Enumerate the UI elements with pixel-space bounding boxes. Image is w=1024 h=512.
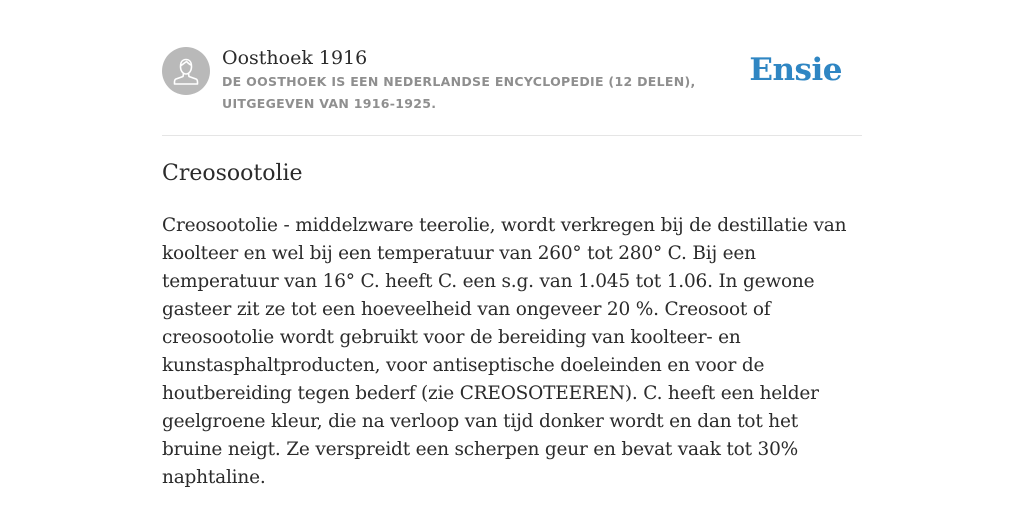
article-title: Creosootolie: [162, 161, 303, 186]
user-silhouette-icon: [162, 47, 210, 95]
article-body: Creosootolie - middelzware teerolie, wordt verkregen bij de destillatie van koolteer en wel bij een temperatuur van 260° tot 280° C. Bij een temperatuur van 16° C. heeft C. een s.g. van 1.045 tot 1.06. In gewone gasteer zit ze tot een hoeveelheid van ongeveer 20 %. Creosoot of creosootolie wordt gebruikt voor de bereiding van koolteer- en kunstasphaltproducten, voor antiseptische doeleinden en voor de houtbereiding tegen bederf (zie CREOSOTEEREN). C. heeft een helder geelgroene kleur, die na verloop van tijd donker wordt en dan tot het bruine neigt. Ze verspreidt een scherpen geur en bevat vaak tot 30% naphtaline.: [162, 215, 847, 488]
source-header: [162, 46, 862, 116]
avatar[interactable]: [162, 47, 210, 95]
source-name[interactable]: Oosthoek 1916: [222, 47, 368, 69]
header-divider: [162, 135, 862, 136]
brand-logo[interactable]: Ensie: [749, 52, 842, 88]
source-description: DE OOSTHOEK IS EEN NEDERLANDSE ENCYCLOPEDIE (12 DELEN), UITGEGEVEN VAN 1916-1925.: [222, 74, 696, 111]
